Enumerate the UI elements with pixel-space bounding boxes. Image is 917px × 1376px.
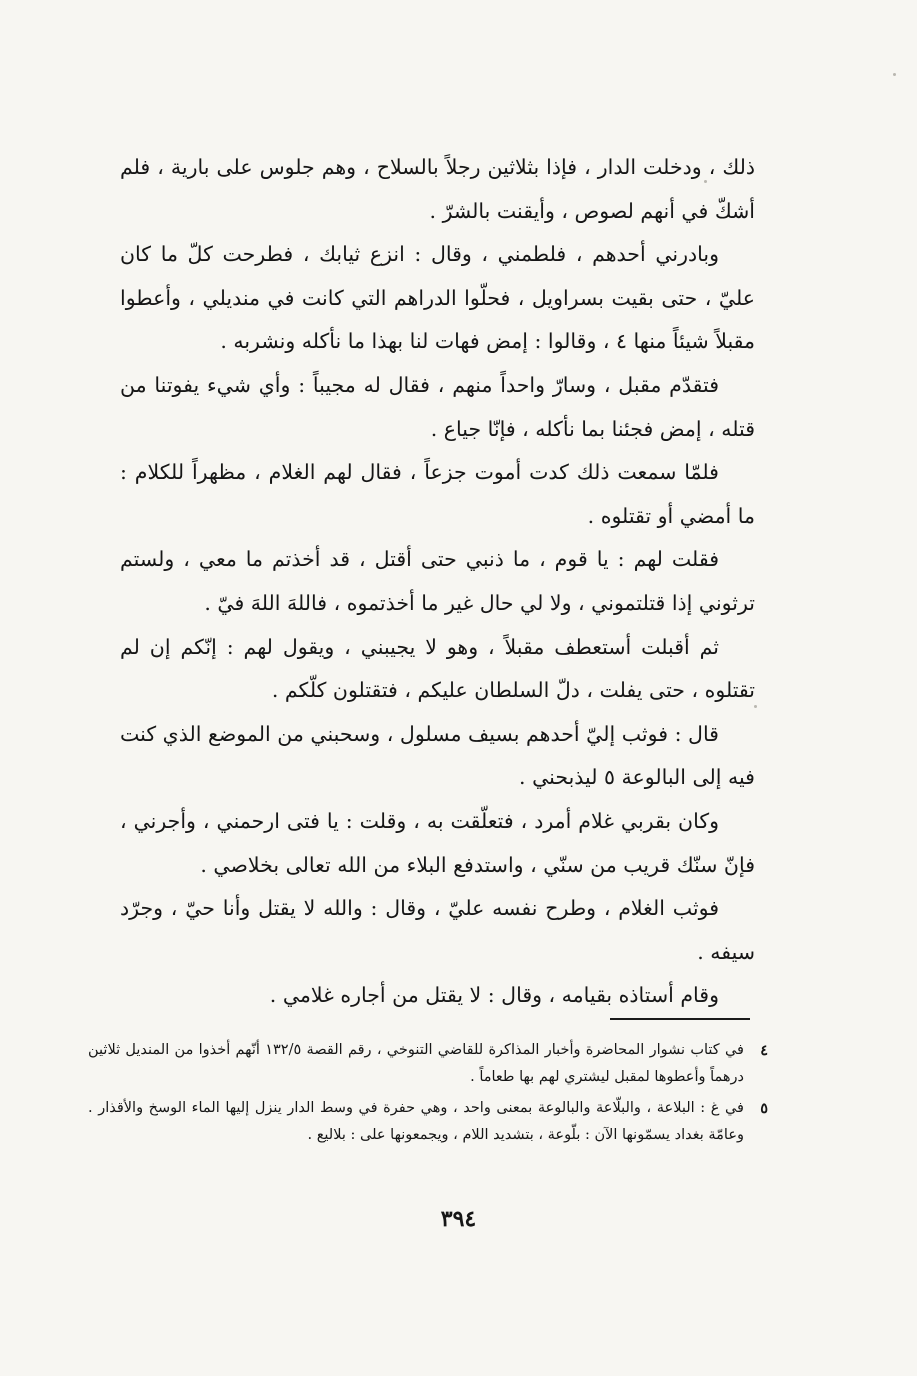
paragraph: فلمّا سمعت ذلك كدت أموت جزعاً ، فقال لهم الغلام ، مظهراً للكلام : ما أمضي أو تقتلوه . (120, 460, 755, 528)
paragraph: وقام أستاذه بقيامه ، وقال : لا يقتل من أجاره غلامي . (269, 983, 719, 1008)
scan-speck (704, 180, 707, 183)
paragraph: فتقدّم مقبل ، وسارّ واحداً منهم ، فقال له مجيباً : وأي شيء يفوتنا من قتله ، إمض فجئنا بما نأكله ، فإنّا جياع . (120, 372, 755, 441)
paragraph: قال : فوثب إليّ أحدهم بسيف مسلول ، وسحبني من الموضع الذي كنت فيه إلى البالوعة ٥ ليذبحني . (120, 721, 755, 790)
paragraph: ثم أقبلت أستعطف مقبلاً ، وهو لا يجيبني ، ويقول لهم : إنّكم إن لم تقتلوه ، حتى يفلت ، دلّ السلطان عليكم ، فتقتلون كلّكم . (120, 634, 755, 703)
paragraph: فوثب الغلام ، وطرح نفسه عليّ ، وقال : والله لا يقتل وأنا حيّ ، وجرّد سيفه . (120, 896, 755, 964)
footnote-text: في كتاب نشوار المحاضرة وأخبار المذاكرة للقاضي التنوخي ، رقم القصة ١٣٢/٥ أنّهم أخذوا من المنديل ثلاثين درهماً وأعطوها لمقبل ليشتري لهم بها طعاماً . (88, 1042, 744, 1085)
paragraph: وكان بقربي غلام أمرد ، فتعلّقت به ، وقلت : يا فتى ارحمني ، وأجرني ، فإنّ سنّك قريب من سنّي ، واستدفع البلاء من الله تعالى بخلاصي . (120, 808, 755, 877)
footnote-number: ٤ (760, 1042, 768, 1059)
footnote-text: في غ : البلاعة ، والبلّاعة والبالوعة بمعنى واحد ، وهي حفرة في وسط الدار ينزل إليها الماء الوسخ والأقذار . وعامّة بغداد يسمّونها الآن : بلّوعة ، بتشديد اللام ، ويجمعونها على : بلاليع . (88, 1100, 744, 1143)
paragraph: وبادرني أحدهم ، فلطمني ، وقال : انزع ثيابك ، فطرحت كلّ ما كان عليّ ، حتى بقيت بسراويل ، فحلّوا الدراهم التي كانت في منديلي ، وأعطوا مقبلاً شيئاً منها ٤ ، وقالوا : إمض فهات لنا بهذا ما نأكله ونشربه . (120, 242, 755, 354)
paragraph: فقلت لهم : يا قوم ، ما ذنبي حتى أقتل ، قد أخذتم ما معي ، ولستم ترثوني إذا قتلتموني ، ولا لي حال غير ما أخذتموه ، فاللهَ اللهَ فيّ . (120, 547, 755, 615)
scan-speck (754, 705, 757, 708)
footnote-number: ٥ (760, 1100, 768, 1117)
main-text (120, 146, 755, 1018)
scan-speck (893, 73, 896, 76)
footnote (88, 1037, 768, 1091)
paragraph: ذلك ، ودخلت الدار ، فإذا بثلاثين رجلاً بالسلاح ، وهم جلوس على بارية ، فلم أشكّ في أنهم لصوص ، وأيقنت بالشرّ . (120, 155, 755, 223)
footnotes (88, 1037, 768, 1153)
footnote-separator (610, 1018, 750, 1020)
footnote (88, 1095, 768, 1149)
page-number: ٣٩٤ (440, 1206, 477, 1232)
